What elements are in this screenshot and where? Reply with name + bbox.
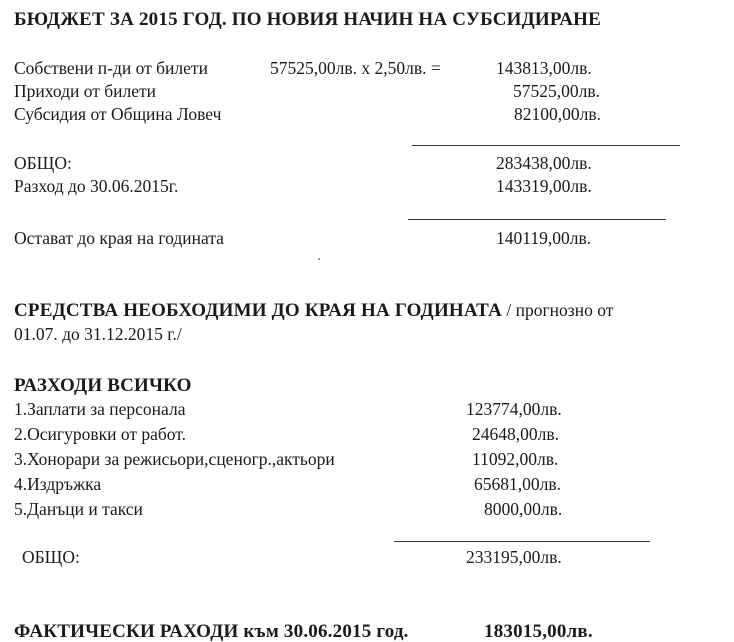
budget-row-own-revenue-label: Собствени п-ди от билети [14, 58, 208, 78]
budget-total-value: 283438,00лв. [496, 153, 592, 173]
scan-speck [318, 258, 320, 260]
needed-title [14, 301, 613, 320]
actual-expenses-value: 183015,00лв. [484, 621, 593, 642]
budget-row-own-revenue-value: 143813,00лв. [496, 58, 592, 78]
expense-item-salaries-value: 123774,00лв. [466, 399, 562, 419]
divider-line [394, 541, 650, 542]
needed-title-bold: СРЕДСТВА НЕОБХОДИМИ ДО КРАЯ НА ГОДИНАТА [14, 300, 503, 321]
budget-expense-label: Разход до 30.06.2015г. [14, 176, 179, 196]
budget-row-subsidy-value: 82100,00лв. [514, 104, 601, 124]
budget-title: БЮДЖЕТ ЗА 2015 ГОД. ПО НОВИЯ НАЧИН НА СУБСИДИРАНЕ [14, 9, 601, 30]
budget-expense-value: 143319,00лв. [496, 176, 592, 196]
expenses-total-label: ОБЩО: [22, 547, 80, 567]
budget-row-own-revenue-formula: 57525,00лв. х 2,50лв. = [270, 58, 441, 78]
expense-item-fees-label: 3.Хонорари за режисьори,сценогр.,актьори [14, 449, 335, 469]
divider-line [408, 219, 666, 220]
expense-item-maintenance-value: 65681,00лв. [474, 474, 561, 494]
expense-item-maintenance-label: 4.Издръжка [14, 474, 102, 494]
budget-row-ticket-revenue-value: 57525,00лв. [513, 81, 600, 101]
budget-total-label: ОБЩО: [14, 153, 72, 173]
budget-remaining-label: Остават до края на годината [14, 228, 224, 248]
expense-item-insurance-label: 2.Осигуровки от работ. [14, 424, 187, 444]
actual-expenses-label: ФАКТИЧЕСКИ РАХОДИ към 30.06.2015 год. [14, 621, 409, 642]
budget-row-ticket-revenue-label: Приходи от билети [14, 81, 157, 101]
expense-item-taxes-label: 5.Данъци и такси [14, 499, 143, 519]
needed-title-line2: 01.07. до 31.12.2015 г./ [14, 324, 182, 344]
expenses-total-value: 233195,00лв. [466, 547, 562, 567]
expense-item-fees-value: 11092,00лв. [472, 449, 559, 469]
expense-item-insurance-value: 24648,00лв. [472, 424, 559, 444]
budget-remaining-value: 140119,00лв. [496, 228, 592, 248]
expense-item-salaries-label: 1.Заплати за персонала [14, 399, 186, 419]
needed-title-rest: / прогнозно от [502, 300, 614, 320]
expense-item-taxes-value: 8000,00лв. [484, 499, 563, 519]
divider-line [412, 145, 680, 146]
budget-row-subsidy-label: Субсидия от Община Ловеч [14, 104, 222, 124]
expenses-title: РАЗХОДИ ВСИЧКО [14, 375, 192, 396]
